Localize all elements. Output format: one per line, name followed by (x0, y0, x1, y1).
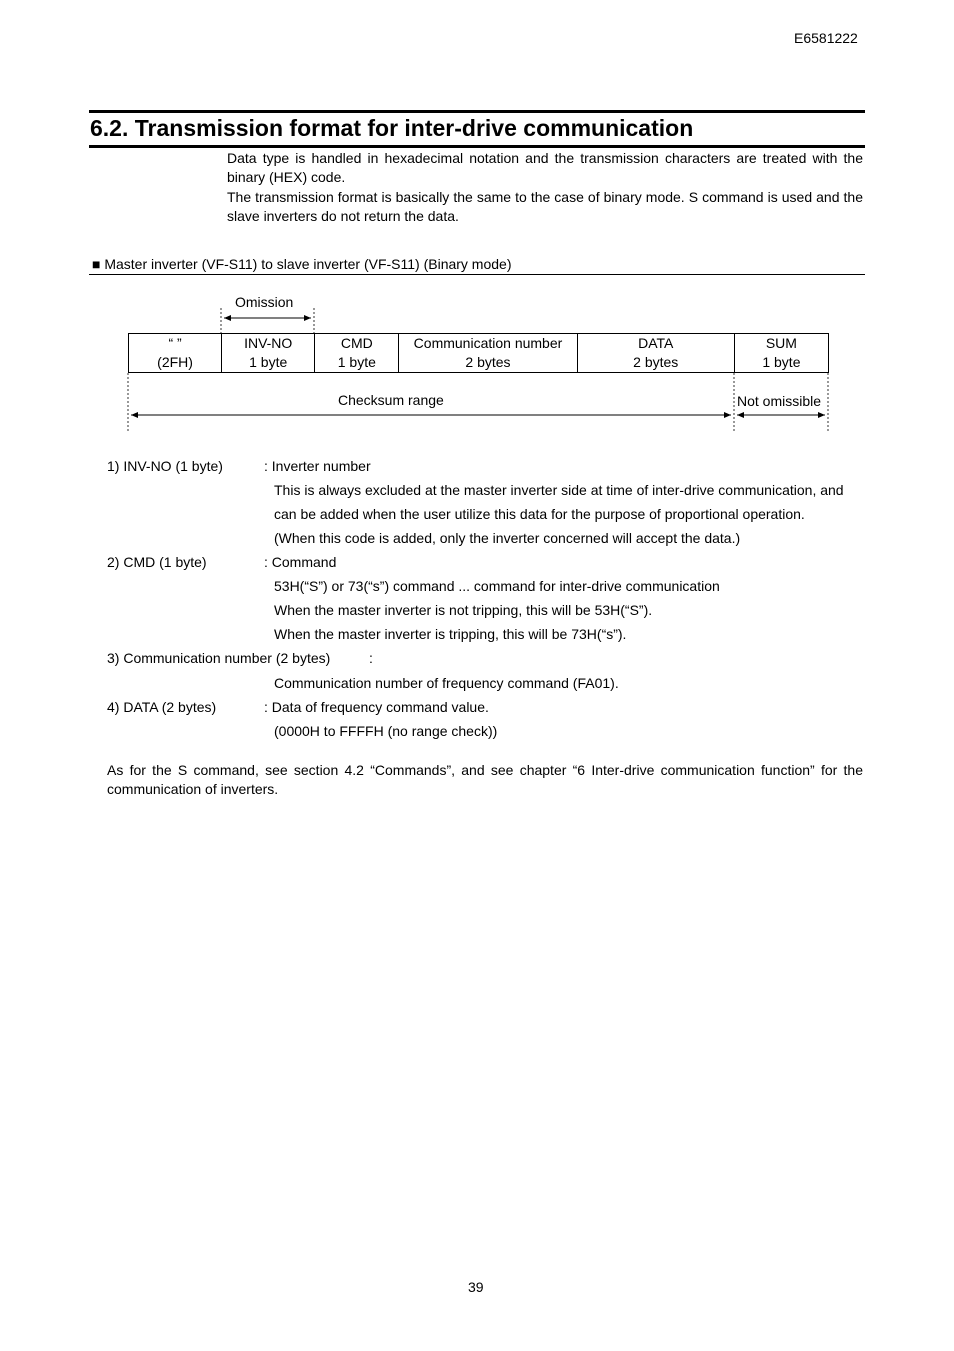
intro-paragraph-1: Data type is handled in hexadecimal notation and the transmission characters are treated with the binary (HEX) code. (227, 150, 863, 185)
item-1-line-2: can be added when the user utilize this data for the purpose of proportional operation. (274, 506, 805, 522)
intro-paragraph-2: The transmission format is basically the same to the case of binary mode. S command is used and the slave inverters do not return the data. (227, 189, 863, 224)
item-2-label: 2) CMD (1 byte) (107, 554, 207, 570)
item-2-line-2: When the master inverter is not tripping, this will be 53H(“S”). (274, 602, 653, 618)
subsection-heading: ■ Master inverter (VF-S11) to slave inverter (VF-S11) (Binary mode) (92, 256, 512, 272)
item-4-line-1: (0000H to FFFFH (no range check)) (274, 723, 498, 739)
field-start: “ ” (2FH) (129, 334, 222, 373)
item-3-colon: : (369, 650, 373, 666)
not-omissible-label: Not omissible (737, 393, 822, 409)
item-1-label: 1) INV-NO (1 byte) (107, 458, 223, 474)
item-3-label: 3) Communication number (2 bytes) (107, 650, 331, 666)
field-communication-number: Communication number 2 bytes (399, 334, 577, 373)
field-inv-no: INV-NO 1 byte (222, 334, 315, 373)
field-cmd: CMD 1 byte (315, 334, 399, 373)
item-3-line-1: Communication number of frequency command (FA01). (274, 675, 619, 691)
omission-label: Omission (235, 294, 294, 310)
item-4-label: 4) DATA (2 bytes) (107, 699, 217, 715)
item-1-line-1: This is always excluded at the master inverter side at time of inter-drive communication, and (274, 482, 844, 498)
document-number: E6581222 (794, 30, 858, 46)
section-title: 6.2. Transmission format for inter-drive communication (90, 115, 694, 141)
page-number: 39 (468, 1279, 484, 1295)
checksum-range-label: Checksum range (338, 392, 444, 408)
item-1-line-3: (When this code is added, only the inverter concerned will accept the data.) (274, 530, 741, 546)
footer-note: As for the S command, see section 4.2 “Commands”, and see chapter “6 Inter-drive communication function” for the communication of inverters. (107, 762, 863, 797)
field-data: DATA 2 bytes (577, 334, 734, 373)
item-4-description: : Data of frequency command value. (264, 699, 489, 715)
item-1-description: : Inverter number (264, 458, 371, 474)
item-2-line-1: 53H(“S”) or 73(“s”) command ... command for inter-drive communication (274, 578, 720, 594)
item-2-line-3: When the master inverter is tripping, this will be 73H(“s”). (274, 626, 627, 642)
item-2-description: : Command (264, 554, 337, 570)
field-sum: SUM 1 byte (734, 334, 828, 373)
transmission-frame (128, 333, 829, 373)
